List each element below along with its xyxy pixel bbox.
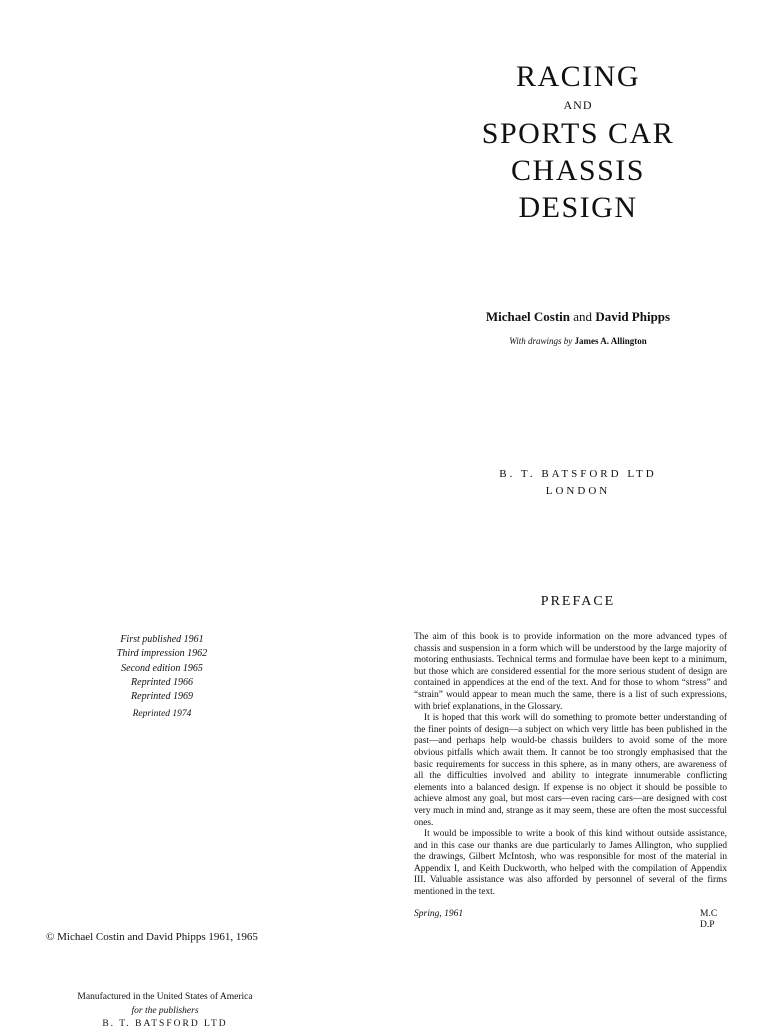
title-line-design: DESIGN [518,191,638,224]
publisher-block [450,466,706,500]
preface-paragraph: It would be impossible to write a book of this kind without outside assistance, and in this case our thanks are due particularly to James Allington, who supplied the drawings, Gilbert McIntosh, who was responsible for most of the material in Appendix I, and Keith Duckworth, who helped with the compilation of Appendix III. Valuable assistance was also afforded by personnel of several of the firms mentioned in the text. [414,829,727,898]
title-and: AND [563,98,593,112]
impression-line: First published 1961 [120,634,204,645]
impression-line: Reprinted 1966 [131,676,193,688]
publisher-city: LONDON [545,485,611,497]
preface-paragraph: The aim of this book is to provide information on the more advanced types of chassis and suspension in a form which will be understood by the large majority of motoring enthusiasts. Technical terms and formulae have been kept to a minimum, but those which are considered essential for the more serious student of design are contained in appendices at the end of the text. And for those to whom “stress” and “strain” would appear to mean much the same, there is a list of such expressions, with brief explanations, in the Glossary. [414,632,727,712]
title-line-racing: RACING [515,60,640,93]
publisher-name: B. T. BATSFORD LTD [499,468,657,480]
manufacturing-note [40,991,290,1032]
impression-line: Reprinted 1974 [132,709,192,720]
copyright-notice: © Michael Costin and David Phipps 1961, 1965 [46,931,258,943]
impression-line: Third impression 1962 [116,648,208,660]
manufactured-line: Manufactured in the United States of America [77,992,253,1002]
drawings-credit [450,336,706,346]
author-1: Michael Costin [485,309,571,324]
preface-date: Spring, 1961 [414,909,464,919]
initials-mc: M.C [700,909,718,919]
for-publishers-line: for the publishers [131,1005,199,1016]
publication-history [92,633,232,722]
initials-dp: D.P [700,920,715,930]
title-line-sports-car: SPORTS CAR [481,117,675,150]
impression-line: Reprinted 1969 [131,691,193,703]
preface-paragraph: It is hoped that this work will do something to promote better understanding of the finer points of design—a subject on which very little has been published in the past—and perhaps help would-be chassis builders to avoid some of the more obvious pitfalls which await them. It cannot be too strongly emphasised that the basic requirements for success in this sphere, as in many others, are awareness of all the difficulties involved and ability to integrate innumerable conflicting elements into a balanced design. If expense is no object it should be possible to achieve almost any goal, but most cars—even racing cars—are designed with cost very much in mind and, strange as it may seem, these are often the most successful ones. [414,713,727,828]
authors-conjunction: and [573,309,593,324]
impression-line: Second edition 1965 [121,662,203,674]
preface-initials [700,909,730,931]
preface-heading: PREFACE [540,594,616,609]
publisher-imprint-line: B. T. BATSFORD LTD [102,1019,228,1029]
illustrator-name: James A. Allington [574,336,647,346]
preface-body [414,632,727,899]
title-line-chassis: CHASSIS [511,154,645,187]
book-title [450,58,706,226]
author-2: David Phipps [595,309,671,324]
drawings-prefix: With drawings by [509,336,573,346]
authors-line [450,309,706,325]
